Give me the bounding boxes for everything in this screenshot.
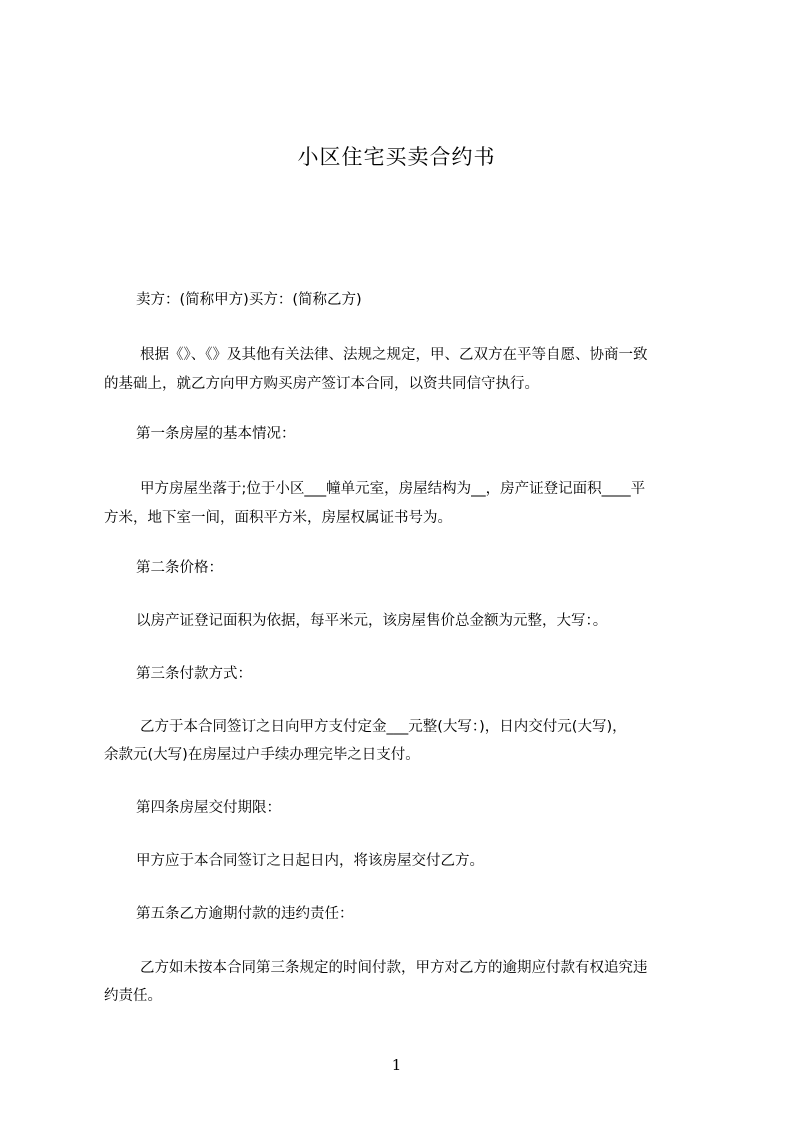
- preamble-line-2: 的基础上，就乙方向甲方购买房产签订本合同，以资共同信守执行。: [104, 376, 539, 392]
- article-1-heading: 第一条房屋的基本情况：: [136, 426, 296, 442]
- article-4-line-1: 甲方应于本合同签订之日起日内，将该房屋交付乙方。: [136, 853, 484, 869]
- article-3-heading: 第三条付款方式：: [136, 666, 252, 682]
- article-4-heading: 第四条房屋交付期限：: [136, 800, 281, 816]
- preamble-line-1: 根据《》、《》及其他有关法律、法规之规定，甲、乙双方在平等自愿、协商一致: [140, 347, 648, 363]
- article-2-heading: 第二条价格：: [136, 560, 223, 576]
- article-3-line-2: 余款元(大写)在房屋过户手续办理完毕之日支付。: [104, 747, 420, 763]
- article-2-line-1: 以房产证登记面积为依据，每平米元，该房屋售价总金额为元整，大写：。: [136, 613, 608, 629]
- article-5-line-2: 约责任。: [104, 988, 162, 1004]
- article-5-line-1: 乙方如未按本合同第三条规定的时间付款，甲方对乙方的逾期应付款有权追究违: [140, 960, 648, 976]
- article-5-heading: 第五条乙方逾期付款的违约责任：: [136, 906, 354, 922]
- parties-line: 卖方：(简称甲方)买方：(简称乙方): [136, 292, 362, 308]
- page-number: 1: [391, 1056, 402, 1074]
- article-1-line-1: 甲方房屋坐落于;位于小区___幢单元室，房屋结构为__，房产证登记面积____平: [140, 481, 646, 497]
- article-3-line-1: 乙方于本合同签订之日向甲方支付定金___元整(大写：)，日内交付元(大写)，: [140, 719, 627, 735]
- article-1-line-2: 方米，地下室一间，面积平方米，房屋权属证书号为。: [104, 510, 452, 526]
- document-title: 小区住宅买卖合约书: [297, 145, 496, 169]
